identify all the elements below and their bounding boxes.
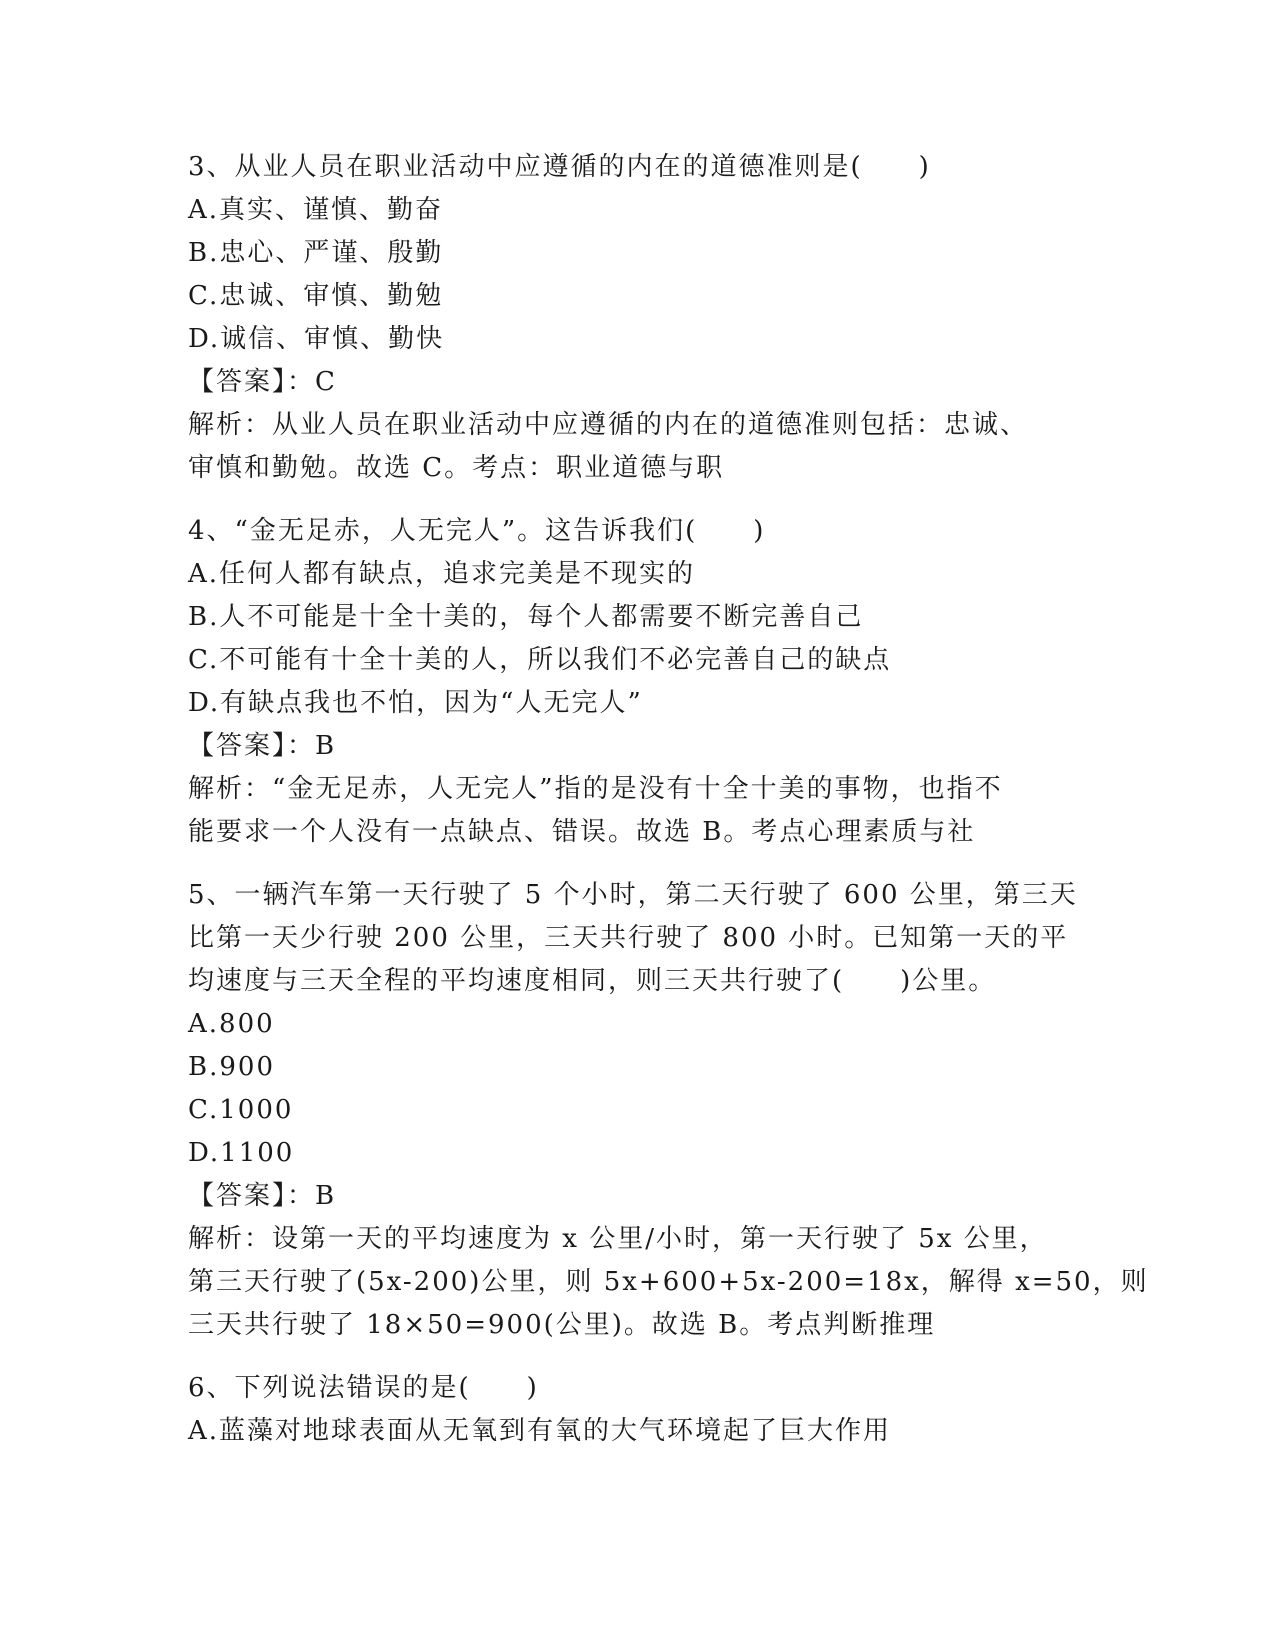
option-d: D.诚信、审慎、勤快 <box>188 324 445 354</box>
option-a: A.任何人都有缺点，追求完美是不现实的 <box>188 559 696 589</box>
answer: 【答案】：C <box>188 367 337 397</box>
question-5 <box>188 874 1149 1347</box>
question-stem: 均速度与三天全程的平均速度相同，则三天共行驶了( )公里。 <box>188 966 997 996</box>
question-stem: 4、“金无足赤，人无完人”。这告诉我们( ) <box>188 516 766 546</box>
option-d: D.有缺点我也不怕，因为“人无完人” <box>188 688 643 718</box>
question-stem: 3、从业人员在职业活动中应遵循的内在的道德准则是( ) <box>188 152 931 182</box>
explanation <box>188 768 1088 854</box>
option-a: A.真实、谨慎、勤奋 <box>188 195 444 225</box>
option-c: C.忠诚、审慎、勤勉 <box>188 281 444 311</box>
explanation-line: 第三天行驶了(5x-200)公里，则 5x+600+5x-200=18x，解得 x=50，则 <box>188 1267 1149 1297</box>
option-b: B.忠心、严谨、殷勤 <box>188 238 444 268</box>
option-c: C.1000 <box>188 1095 294 1125</box>
explanation <box>188 404 1088 490</box>
question-4 <box>188 510 1088 854</box>
question-stem: 5、一辆汽车第一天行驶了 5 个小时，第二天行驶了 600 公里，第三天 <box>188 880 1078 910</box>
option-a: A.800 <box>188 1009 275 1039</box>
explanation-line: 三天共行驶了 18×50=900(公里)。故选 B。考点判断推理 <box>188 1310 936 1340</box>
question-stem: 比第一天少行驶 200 公里，三天共行驶了 800 小时。已知第一天的平 <box>188 923 1069 953</box>
explanation-line: 解析：设第一天的平均速度为 x 公里/小时，第一天行驶了 5x 公里， <box>188 1224 1048 1254</box>
explanation-line: 解析：“金无足赤，人无完人”指的是没有十全十美的事物，也指不 <box>188 774 1003 804</box>
option-b: B.人不可能是十全十美的，每个人都需要不断完善自己 <box>188 602 864 632</box>
explanation-line: 能要求一个人没有一点缺点、错误。故选 B。考点心理素质与社 <box>188 817 976 847</box>
option-d: D.1100 <box>188 1138 295 1168</box>
question-stem: 6、下列说法错误的是( ) <box>188 1373 539 1403</box>
answer: 【答案】：B <box>188 1181 337 1211</box>
option-a: A.蓝藻对地球表面从无氧到有氧的大气环境起了巨大作用 <box>188 1416 892 1446</box>
explanation <box>188 1218 1149 1347</box>
option-c: C.不可能有十全十美的人，所以我们不必完善自己的缺点 <box>188 645 892 675</box>
option-b: B.900 <box>188 1052 275 1082</box>
explanation-line: 审慎和勤勉。故选 C。考点：职业道德与职 <box>188 453 725 483</box>
question-6 <box>188 1367 1088 1453</box>
explanation-line: 解析：从业人员在职业活动中应遵循的内在的道德准则包括：忠诚、 <box>188 410 1029 440</box>
question-3 <box>188 146 1088 490</box>
answer: 【答案】：B <box>188 731 337 761</box>
document-page <box>188 146 1149 1461</box>
